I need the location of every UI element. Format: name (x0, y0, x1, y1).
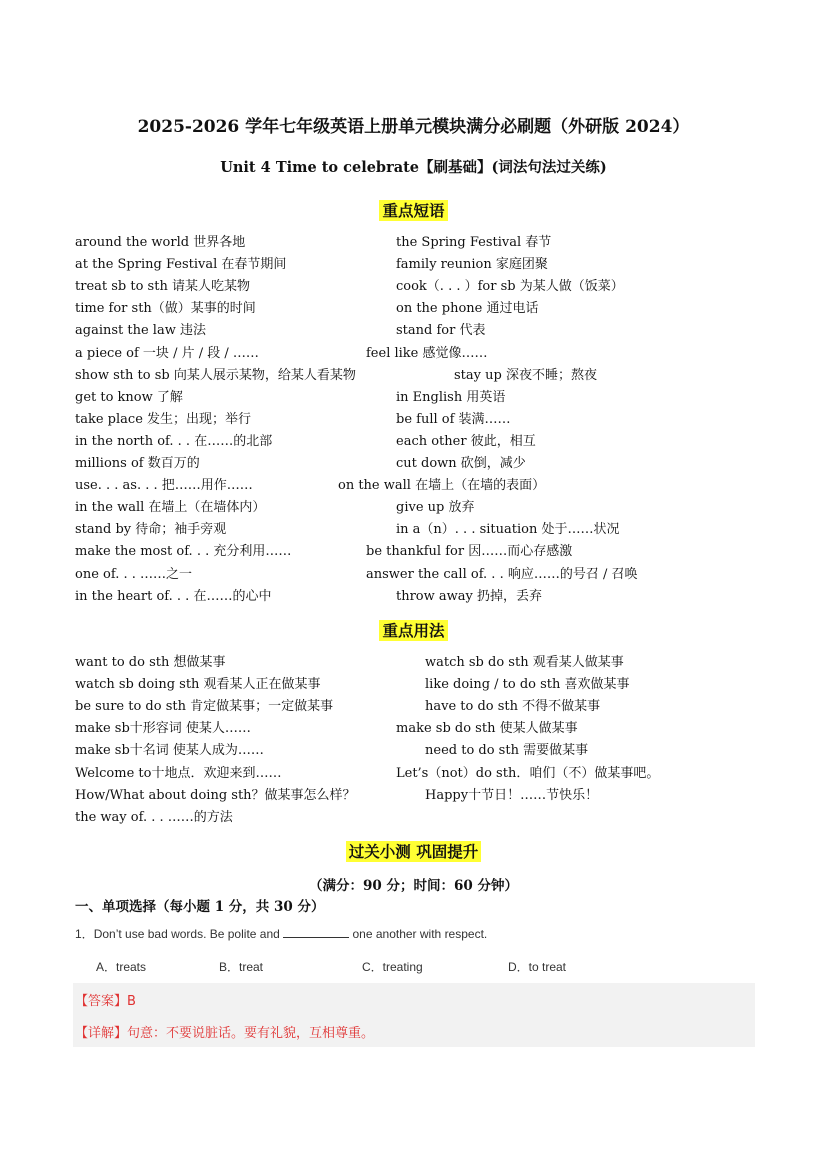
phrase-left: get to know 了解 (75, 389, 183, 405)
usage-left: watch sb doing sth 观看某人正在做某事 (75, 677, 321, 693)
answer-value: B (127, 994, 136, 1009)
phrase-left: in the north of. . . 在……的北部 (75, 433, 273, 449)
phrase-right: feel like 感觉像…… (366, 345, 488, 361)
answer-line (75, 990, 136, 1009)
phrase-right: each other 彼此，相互 (396, 433, 536, 449)
phrase-right: give up 放弃 (396, 500, 475, 516)
usage-right: need to do sth 需要做某事 (425, 743, 589, 759)
test-heading (0, 840, 827, 862)
usages-heading (0, 619, 827, 641)
phrase-left: a piece of 一块 / 片 / 段 / …… (75, 345, 259, 361)
explain-text: 句意：不要说脏话。要有礼貌，互相尊重。 (127, 1026, 375, 1041)
phrase-right: stay up 深夜不睡；熬夜 (454, 367, 597, 383)
phrase-right: on the wall 在墙上（在墙的表面） (338, 478, 546, 494)
usage-right: have to do sth 不得不做某事 (425, 699, 601, 715)
phrase-right: be full of 装满…… (396, 411, 511, 427)
usage-right: make sb do sth 使某人做某事 (396, 721, 578, 737)
answer-label: 【答案】 (75, 994, 128, 1009)
option-a: A．treats (96, 960, 147, 974)
phrase-right: the Spring Festival 春节 (396, 235, 552, 250)
phrase-right: be thankful for 因……而心存感激 (366, 544, 573, 560)
phrase-left: take place 发生；出现；举行 (75, 411, 252, 427)
phrase-left: time for sth（做）某事的时间 (75, 301, 256, 317)
document-subtitle: Unit 4 Time to celebrate【刷基础】(词法句法过关练) (220, 159, 607, 176)
phrase-left: in the heart of. . . 在……的心中 (75, 588, 272, 604)
usages-heading-text: 重点用法 (379, 620, 447, 641)
phrase-left: show sth to sb 向某人展示某物，给某人看某物 (75, 367, 356, 383)
explain-line (75, 1022, 374, 1041)
test-heading-text: 过关小测 巩固提升 (346, 841, 481, 862)
phrase-right: in a（n）. . . situation 处于……状况 (396, 522, 620, 538)
phrase-left: at the Spring Festival 在春节期间 (75, 257, 287, 273)
document-title: 2025-2026 学年七年级英语上册单元模块满分必刷题（外研版 2024） (137, 117, 690, 137)
usage-left: the way of. . . ……的方法 (75, 809, 233, 825)
phrase-left: make the most of. . . 充分利用…… (75, 544, 292, 560)
phrase-left: in the wall 在墙上（在墙体内） (75, 500, 266, 516)
phrase-right: throw away 扔掉，丢弃 (396, 588, 543, 604)
phrase-right: family reunion 家庭团聚 (396, 257, 548, 273)
phrase-left: use. . . as. . . 把……用作…… (75, 478, 253, 494)
usage-left: be sure to do sth 肯定做某事；一定做某事 (75, 699, 334, 715)
phrase-left: against the law 违法 (75, 323, 206, 339)
phrase-right: in English 用英语 (396, 389, 506, 405)
question-text-after: one another with respect. (352, 927, 488, 941)
phrase-left: one of. . . ……之一 (75, 566, 192, 582)
usage-right: like doing / to do sth 喜欢做某事 (425, 677, 630, 693)
option-c: C．treating (362, 960, 423, 974)
usage-right: Happy十节日！……节快乐！ (425, 787, 599, 803)
question-number: 1． (75, 927, 94, 941)
usage-left: Welcome to十地点．欢迎来到…… (75, 765, 282, 781)
phrase-right: answer the call of. . . 响应……的号召 / 召唤 (366, 566, 638, 582)
answer-blank (283, 925, 349, 938)
question-1 (75, 925, 487, 942)
phrase-right: cook（. . . ）for sb 为某人做（饭菜） (396, 279, 624, 295)
phrase-right: on the phone 通过电话 (396, 301, 539, 317)
usage-left: make sb十名词 使某人成为…… (75, 743, 264, 759)
phrases-heading-text: 重点短语 (379, 200, 447, 221)
phrase-right: stand for 代表 (396, 323, 486, 339)
score-info: （满分：90 分；时间：60 分钟） (309, 878, 518, 894)
usage-right: watch sb do sth 观看某人做某事 (425, 655, 624, 670)
phrase-left: millions of 数百万的 (75, 456, 200, 471)
explain-label: 【详解】 (75, 1026, 128, 1041)
phrase-left: treat sb to sth 请某人吃某物 (75, 279, 250, 295)
option-b: B．treat (219, 960, 264, 974)
phrase-left: around the world 世界各地 (75, 235, 246, 250)
usage-left: want to do sth 想做某事 (75, 655, 226, 670)
phrases-heading (0, 199, 827, 221)
section-title: 一、单项选择（每小题 1 分，共 30 分） (75, 899, 325, 915)
usage-right: Let’s（not）do sth．咱们（不）做某事吧。 (396, 765, 660, 781)
option-d: D．to treat (508, 960, 567, 974)
usage-left: How/What about doing sth？做某事怎么样？ (75, 787, 356, 803)
phrase-right: cut down 砍倒，减少 (396, 456, 526, 471)
usage-left: make sb十形容词 使某人…… (75, 721, 251, 737)
question-text-before: Don’t use bad words. Be polite and (93, 927, 280, 941)
phrase-left: stand by 待命；袖手旁观 (75, 522, 227, 538)
